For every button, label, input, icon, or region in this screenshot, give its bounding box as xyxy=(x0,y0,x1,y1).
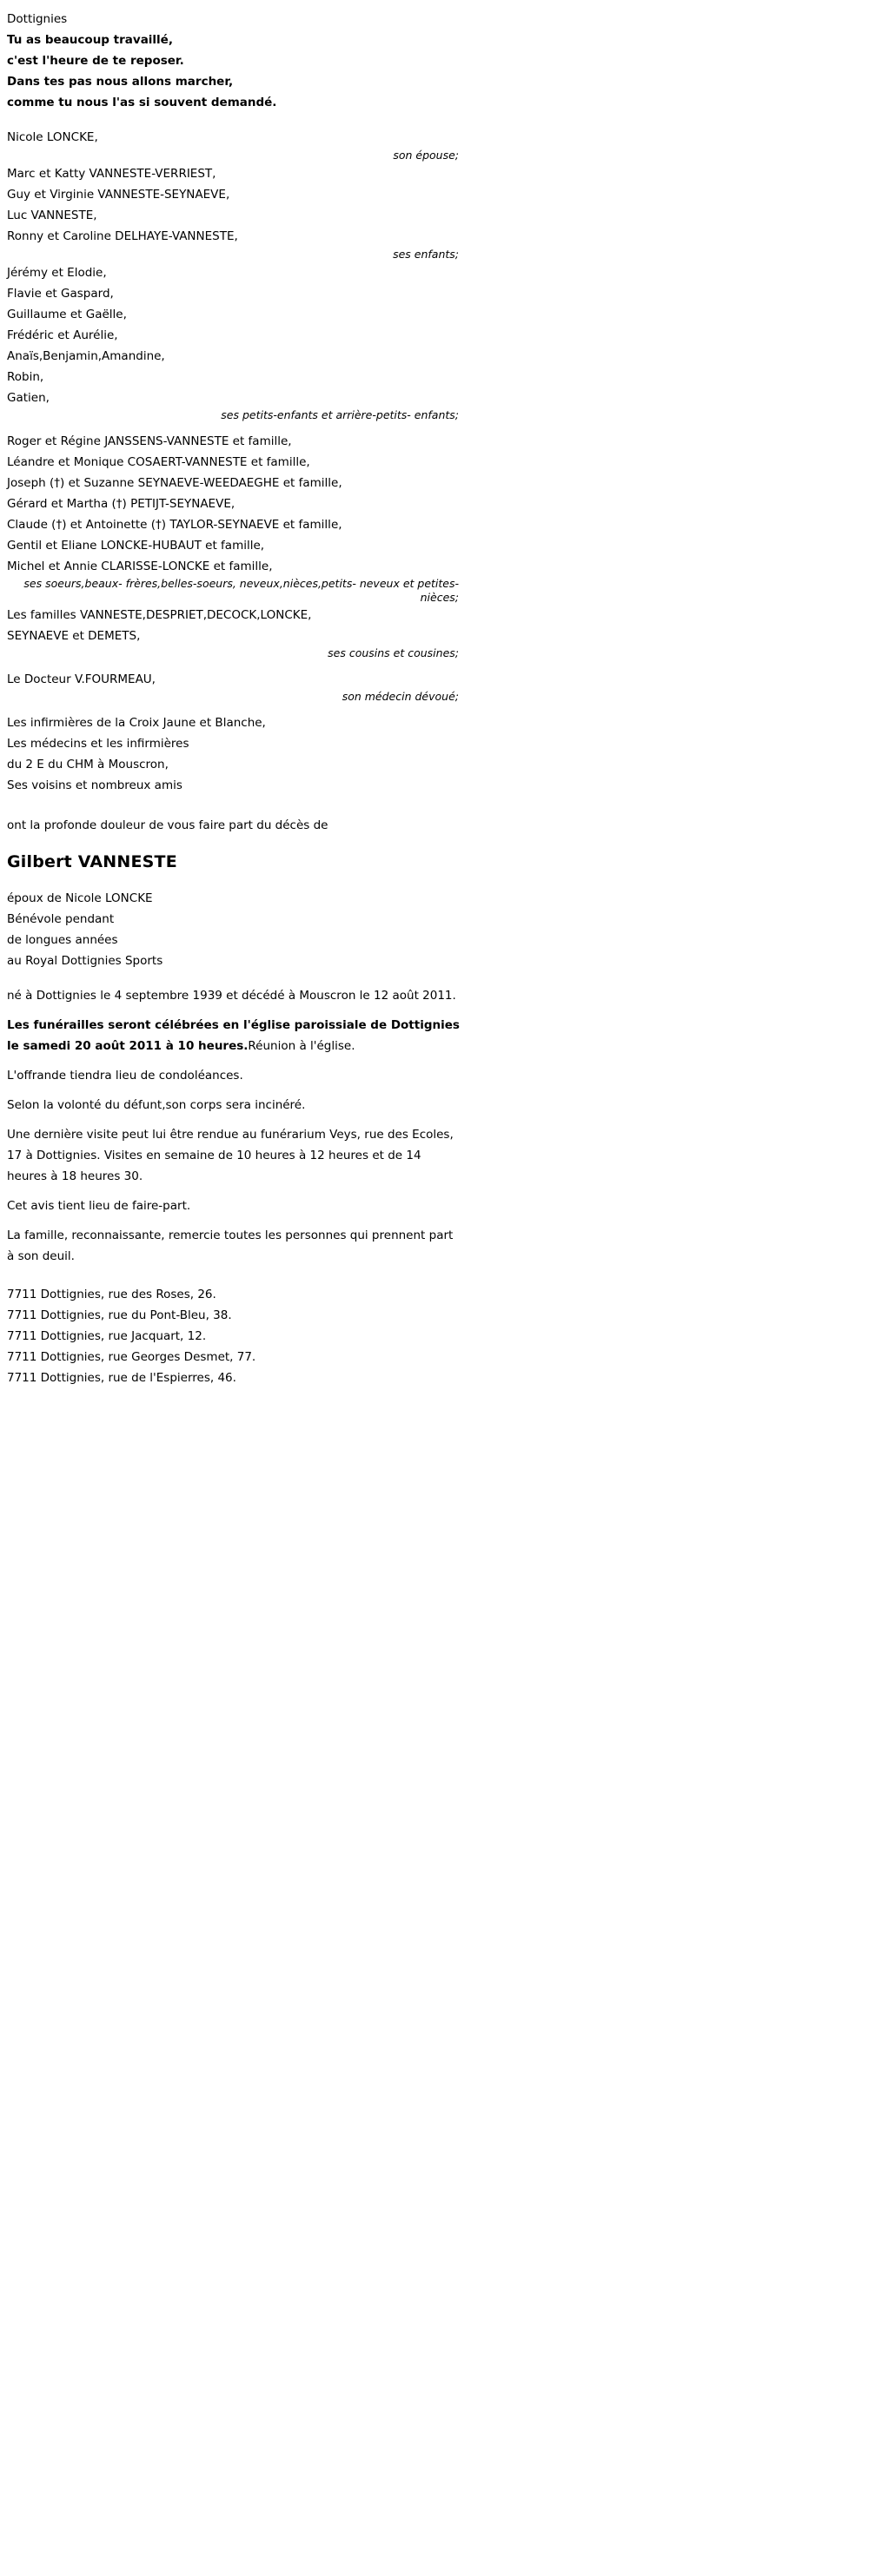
poem-line: comme tu nous l'as si souvent demandé. xyxy=(7,96,277,109)
survivor-name: Claude (†) et Antoinette (†) TAYLOR-SEYNAEVE et famille, xyxy=(7,518,342,532)
notice-info: Cet avis tient lieu de faire-part. xyxy=(7,1199,191,1213)
offering-info: L'offrande tiendra lieu de condoléances. xyxy=(7,1069,243,1083)
survivor-name: Luc VANNESTE, xyxy=(7,209,97,222)
poem-block xyxy=(7,30,461,113)
survivor-role: ses petits-enfants et arrière-petits- enfants; xyxy=(221,408,459,421)
survivor-group xyxy=(7,712,461,796)
obituary-column xyxy=(0,9,461,1388)
poem-line: Dans tes pas nous allons marcher, xyxy=(7,75,234,89)
survivor-role: ses soeurs,beaux- frères,belles-soeurs, neveux,nièces,petits- neveux et petites- nièces; xyxy=(23,577,459,604)
survivor-name: Ses voisins et nombreux amis xyxy=(7,778,182,792)
announcement-text: ont la profonde douleur de vous faire part du décès de xyxy=(7,818,328,832)
deceased-subtitle xyxy=(7,888,461,971)
survivor-name: SEYNAEVE et DEMETS, xyxy=(7,629,141,643)
survivor-group xyxy=(7,669,461,704)
survivor-name: Flavie et Gaspard, xyxy=(7,287,114,301)
survivor-name: Guillaume et Gaëlle, xyxy=(7,308,127,321)
survivor-role: son épouse; xyxy=(393,149,459,162)
funeral-info xyxy=(7,1015,461,1056)
survivor-group xyxy=(7,605,461,660)
poem-line: Tu as beaucoup travaillé, xyxy=(7,33,173,47)
survivor-name: Marc et Katty VANNESTE-VERRIEST, xyxy=(7,167,216,181)
funeral-info-normal: Réunion à l'église. xyxy=(248,1039,355,1053)
address-line: 7711 Dottignies, rue de l'Espierres, 46. xyxy=(7,1371,236,1385)
address-line: 7711 Dottignies, rue Jacquart, 12. xyxy=(7,1329,207,1343)
funeral-info-bold: Les funérailles seront célébrées en l'église paroissiale de Dottignies le samedi 20 août 2011 à 10 heures. xyxy=(7,1018,460,1053)
survivor-role: ses enfants; xyxy=(393,248,459,261)
poem-line: c'est l'heure de te reposer. xyxy=(7,54,184,68)
survivor-name: du 2 E du CHM à Mouscron, xyxy=(7,758,169,771)
deceased-name: Gilbert VANNESTE xyxy=(7,852,177,871)
survivor-role: son médecin dévoué; xyxy=(342,690,459,703)
address-line: 7711 Dottignies, rue Georges Desmet, 77. xyxy=(7,1350,256,1364)
survivor-name: Léandre et Monique COSAERT-VANNESTE et famille, xyxy=(7,455,310,469)
survivor-name: Frédéric et Aurélie, xyxy=(7,328,118,342)
survivor-name: Michel et Annie CLARISSE-LONCKE et famille, xyxy=(7,560,273,573)
address-line: 7711 Dottignies, rue du Pont-Bleu, 38. xyxy=(7,1308,232,1322)
survivor-name: Gentil et Eliane LONCKE-HUBAUT et famille, xyxy=(7,539,265,553)
survivor-group xyxy=(7,163,461,262)
thanks-info: La famille, reconnaissante, remercie toutes les personnes qui prennent part à son deuil. xyxy=(7,1228,454,1263)
survivor-group xyxy=(7,262,461,422)
subtitle-line: Bénévole pendant xyxy=(7,912,115,926)
survivor-role: ses cousins et cousines; xyxy=(328,646,459,659)
subtitle-line: au Royal Dottignies Sports xyxy=(7,954,163,968)
survivor-name: Robin, xyxy=(7,370,44,384)
survivor-name: Jérémy et Elodie, xyxy=(7,266,107,280)
survivor-name: Nicole LONCKE, xyxy=(7,130,98,144)
survivor-group xyxy=(7,431,461,605)
survivor-name: Anaïs,Benjamin,Amandine, xyxy=(7,349,165,363)
address-list xyxy=(7,1284,461,1388)
birth-death-info: né à Dottignies le 4 septembre 1939 et décédé à Mouscron le 12 août 2011. xyxy=(7,989,456,1003)
survivor-name: Le Docteur V.FOURMEAU, xyxy=(7,672,156,686)
survivor-name: Gérard et Martha (†) PETIJT-SEYNAEVE, xyxy=(7,497,235,511)
subtitle-line: époux de Nicole LONCKE xyxy=(7,891,153,905)
survivor-group xyxy=(7,127,461,163)
survivor-name: Les infirmières de la Croix Jaune et Blanche, xyxy=(7,716,266,730)
survivor-name: Gatien, xyxy=(7,391,50,405)
survivor-name: Ronny et Caroline DELHAYE-VANNESTE, xyxy=(7,229,238,243)
address-line: 7711 Dottignies, rue des Roses, 26. xyxy=(7,1288,216,1301)
survivor-name: Les médecins et les infirmières xyxy=(7,737,189,751)
survivor-name: Roger et Régine JANSSENS-VANNESTE et famille, xyxy=(7,434,292,448)
cremation-info: Selon la volonté du défunt,son corps sera incinéré. xyxy=(7,1098,306,1112)
survivor-name: Guy et Virginie VANNESTE-SEYNAEVE, xyxy=(7,188,230,202)
subtitle-line: de longues années xyxy=(7,933,118,947)
survivor-name: Les familles VANNESTE,DESPRIET,DECOCK,LONCKE, xyxy=(7,608,312,622)
place-line: Dottignies xyxy=(7,12,68,26)
survivor-name: Joseph (†) et Suzanne SEYNAEVE-WEEDAEGHE et famille, xyxy=(7,476,342,490)
visitation-info: Une dernière visite peut lui être rendue au funérarium Veys, rue des Ecoles, 17 à Dottignies. Visites en semaine de 10 heures à 12 heures et de 14 heures à 18 heures 30. xyxy=(7,1128,454,1183)
